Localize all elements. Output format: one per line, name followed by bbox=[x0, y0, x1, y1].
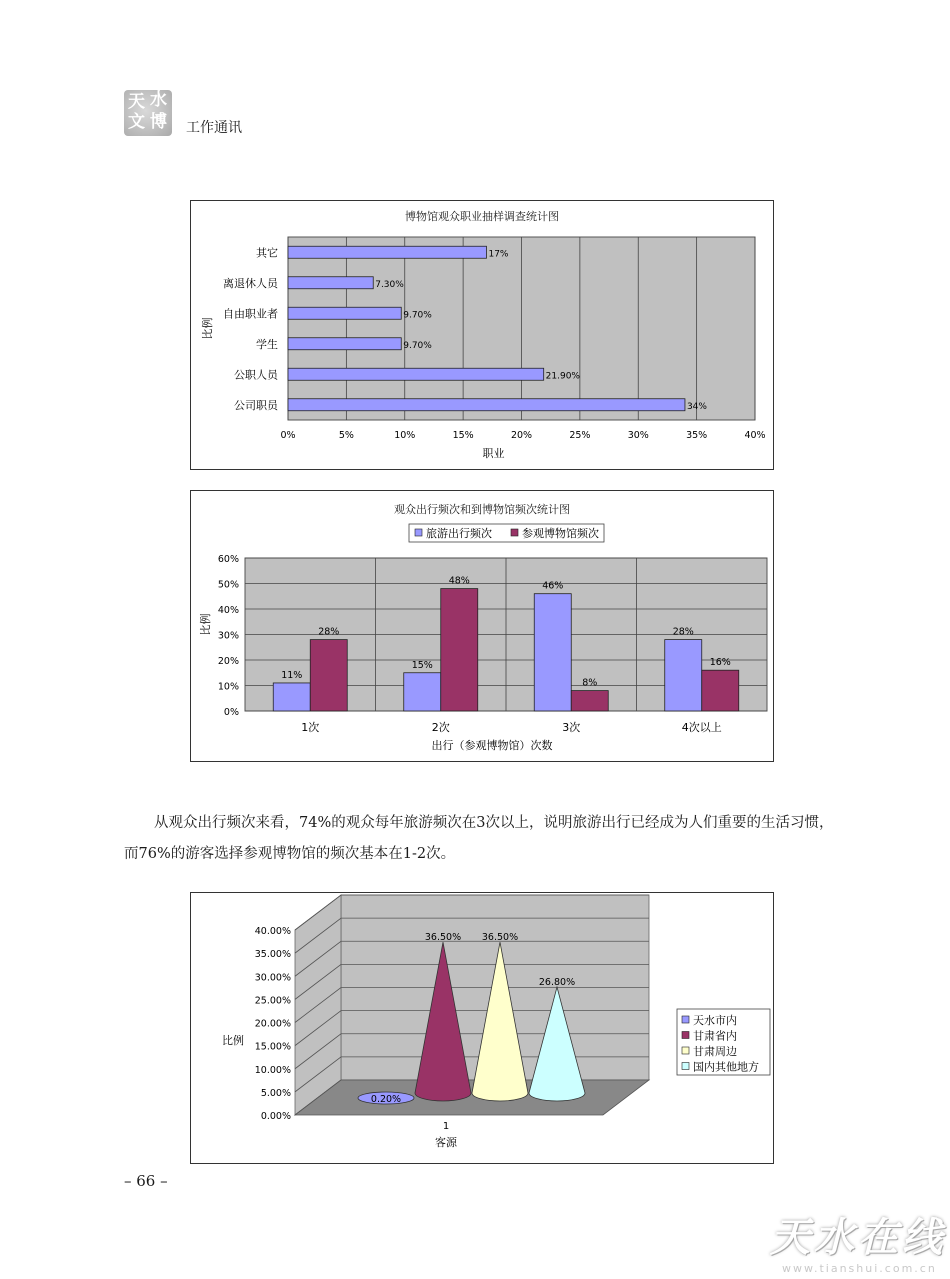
watermark-url: www.tianshui.com.cn bbox=[782, 1262, 937, 1275]
body-paragraph: 从观众出行频次来看，74%的观众每年旅游频次在3次以上，说明旅游出行已经成为人们重要的生活习惯，而76%的游客选择参观博物馆的频次基本在1-2次。 bbox=[124, 815, 834, 862]
data-label: 48% bbox=[448, 575, 470, 587]
y-tick-label: 25.00% bbox=[254, 995, 291, 1007]
y-tick-label: 35.00% bbox=[254, 949, 291, 961]
bar bbox=[288, 368, 544, 380]
y-tick-label: 50% bbox=[217, 579, 239, 591]
y-tick-label: 60% bbox=[217, 554, 239, 565]
journal-logo bbox=[124, 90, 172, 136]
legend-label: 国内其他地方 bbox=[693, 1060, 759, 1074]
category-label: 公职人员 bbox=[234, 368, 278, 382]
x-tick-label: 15% bbox=[452, 430, 474, 441]
y-tick-label: 0% bbox=[223, 707, 239, 718]
category-label: 3次 bbox=[562, 721, 581, 734]
watermark-logo: 天水在线 bbox=[770, 1215, 946, 1261]
legend-swatch bbox=[682, 1032, 689, 1039]
data-label: 11% bbox=[281, 669, 303, 681]
data-label: 7.30% bbox=[375, 279, 404, 290]
bar bbox=[288, 307, 401, 319]
category-label: 1次 bbox=[301, 721, 320, 734]
data-label: 46% bbox=[542, 580, 564, 592]
y-tick-label: 0.00% bbox=[260, 1111, 291, 1122]
bar bbox=[310, 640, 347, 711]
y-tick-label: 30.00% bbox=[254, 972, 291, 984]
bar bbox=[273, 683, 310, 711]
data-label: 9.70% bbox=[403, 340, 432, 351]
logo-char: 文 bbox=[128, 112, 145, 132]
occupation-chart-plot bbox=[191, 201, 773, 469]
legend-label: 甘肃周边 bbox=[693, 1045, 737, 1058]
logo-char: 天 bbox=[128, 92, 145, 112]
category-label: 1 bbox=[442, 1121, 450, 1132]
x-tick-label: 35% bbox=[686, 430, 708, 441]
y-tick-label: 30% bbox=[217, 630, 239, 642]
data-label: 21.90% bbox=[545, 371, 581, 382]
bar bbox=[288, 338, 401, 350]
floor bbox=[295, 1080, 649, 1115]
x-axis-title: 出行（参观博物馆）次数 bbox=[431, 739, 553, 752]
bar bbox=[702, 670, 739, 711]
x-tick-label: 0% bbox=[280, 430, 296, 441]
y-tick-label: 15.00% bbox=[254, 1041, 291, 1053]
legend-label: 天水市内 bbox=[693, 1014, 737, 1027]
data-label: 16% bbox=[709, 657, 731, 669]
legend-label: 旅游出行频次 bbox=[426, 527, 492, 540]
category-label: 其它 bbox=[256, 246, 278, 260]
x-axis-title: 客源 bbox=[435, 1136, 457, 1149]
data-label: 36.50% bbox=[424, 932, 462, 944]
data-label: 26.80% bbox=[538, 977, 576, 989]
category-label: 2次 bbox=[431, 721, 450, 734]
y-tick-label: 20% bbox=[217, 656, 239, 667]
data-label: 34% bbox=[686, 401, 707, 412]
x-tick-label: 20% bbox=[510, 430, 533, 441]
data-label: 28% bbox=[672, 626, 694, 638]
chart-title: 博物馆观众职业抽样调查统计图 bbox=[405, 210, 559, 223]
frequency-chart-plot bbox=[191, 491, 773, 761]
y-tick-label: 40% bbox=[217, 605, 239, 616]
frequency-chart bbox=[190, 490, 774, 762]
occupation-chart bbox=[190, 200, 774, 470]
bar bbox=[665, 640, 702, 711]
bar bbox=[441, 589, 478, 711]
chart-title: 观众出行频次和到博物馆频次统计图 bbox=[394, 503, 570, 516]
y-tick-label: 40.00% bbox=[254, 926, 291, 937]
x-axis-title: 职业 bbox=[482, 447, 505, 460]
bar bbox=[571, 691, 608, 711]
x-tick-label: 25% bbox=[569, 430, 591, 441]
x-tick-label: 10% bbox=[394, 430, 416, 441]
data-label: 9.70% bbox=[403, 310, 432, 321]
legend-swatch bbox=[415, 529, 422, 536]
legend-swatch bbox=[511, 529, 518, 536]
y-axis-title: 比例 bbox=[222, 1034, 244, 1047]
x-tick-label: 5% bbox=[338, 430, 354, 441]
section-title: 工作通讯 bbox=[186, 120, 242, 136]
category-label: 4次以上 bbox=[681, 721, 722, 734]
y-tick-label: 10% bbox=[217, 681, 239, 693]
category-label: 自由职业者 bbox=[223, 307, 278, 321]
bar bbox=[534, 594, 571, 711]
logo-char: 博 bbox=[150, 112, 167, 132]
x-tick-label: 40% bbox=[744, 430, 766, 441]
bar bbox=[288, 277, 373, 289]
y-axis-title: 比例 bbox=[199, 613, 212, 636]
visitor-source-chart-plot bbox=[191, 893, 773, 1163]
data-label: 28% bbox=[318, 626, 340, 638]
data-label: 17% bbox=[488, 249, 509, 260]
legend-swatch bbox=[682, 1016, 689, 1023]
data-label: 15% bbox=[411, 659, 433, 671]
legend-swatch bbox=[682, 1063, 689, 1070]
y-tick-label: 10.00% bbox=[254, 1064, 291, 1076]
data-label: 8% bbox=[582, 677, 598, 689]
y-tick-label: 5.00% bbox=[260, 1087, 291, 1099]
category-label: 离退休人员 bbox=[223, 276, 278, 290]
page-number: – 66 – bbox=[124, 1172, 168, 1190]
bar bbox=[288, 399, 685, 411]
category-label: 学生 bbox=[256, 337, 278, 351]
bar bbox=[288, 246, 486, 258]
legend-label: 参观博物馆频次 bbox=[522, 527, 599, 540]
legend-swatch bbox=[682, 1047, 689, 1054]
y-axis-title: 比例 bbox=[201, 317, 214, 340]
y-tick-label: 20.00% bbox=[254, 1018, 291, 1030]
legend-label: 甘肃省内 bbox=[693, 1029, 737, 1043]
visitor-source-chart bbox=[190, 892, 774, 1164]
data-label: 36.50% bbox=[481, 932, 519, 944]
category-label: 公司职员 bbox=[234, 398, 278, 412]
x-tick-label: 30% bbox=[627, 430, 649, 441]
bar bbox=[404, 673, 441, 711]
logo-char: 水 bbox=[150, 90, 167, 110]
data-label: 0.20% bbox=[370, 1094, 402, 1105]
